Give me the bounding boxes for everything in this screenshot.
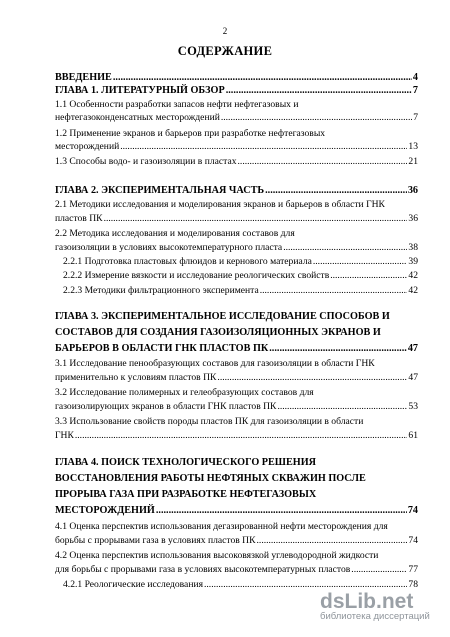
toc-entry-page: 39: [408, 256, 418, 267]
toc-entry-text: месторождений: [55, 141, 120, 152]
toc-entry-introduction[interactable]: [55, 70, 418, 84]
toc-entry-text: ПРОРЫВА ГАЗА ПРИ РАЗРАБОТКЕ НЕФТЕГАЗОВЫХ: [55, 489, 317, 500]
toc-leader: [120, 141, 407, 153]
toc-entry-text: газоизолирующих экранов в области ГНК пластов ПК: [55, 401, 277, 412]
toc-entry-text: 4.2 Оценка перспектив использования высоковязкой углеводородной жидкости: [55, 550, 379, 561]
toc-entry-page: 47: [408, 372, 418, 383]
toc-entry-1-1[interactable]: [55, 97, 418, 111]
toc-entry-text: 3.2 Исследование полимерных и гелеобразующих составов для: [55, 387, 314, 398]
toc-entry-chapter-4-cont-1[interactable]: [55, 471, 418, 485]
toc-entry-chapter-1[interactable]: [55, 83, 418, 97]
toc-entry-page: 74: [408, 535, 418, 546]
toc-leader: [330, 270, 407, 282]
toc-entry-text: ВОССТАНОВЛЕНИЯ РАБОТЫ НЕФТЯНЫХ СКВАЖИН ПОСЛЕ: [55, 473, 366, 484]
toc-entry-2-2-3[interactable]: [63, 283, 418, 297]
toc-entry-3-2[interactable]: [55, 385, 418, 399]
toc-entry-page: 42: [408, 270, 418, 281]
toc-entry-text: нефтегазоконденсатных месторождений: [55, 112, 220, 123]
toc-entry-page: 77: [408, 564, 418, 575]
toc-leader: [75, 430, 408, 442]
toc-leader: [283, 242, 407, 254]
toc-leader: [221, 112, 412, 124]
toc-entry-page: 36: [408, 213, 418, 224]
toc-entry-1-2-cont[interactable]: [55, 139, 418, 153]
toc-entry-page: 36: [407, 185, 418, 196]
toc-leader: [217, 372, 407, 384]
toc-leader: [226, 85, 412, 97]
toc-entry-page: 42: [408, 285, 418, 296]
toc-entry-text: ГЛАВА 3. ЭКСПЕРИМЕНТАЛЬНОЕ ИССЛЕДОВАНИЕ СПОСОБОВ И: [55, 311, 390, 322]
toc-entry-chapter-4-cont-2[interactable]: [55, 487, 418, 501]
toc-entry-2-2-cont[interactable]: [55, 240, 418, 254]
toc-entry-chapter-4-cont-3[interactable]: [55, 503, 418, 517]
toc-entry-chapter-2[interactable]: [55, 183, 418, 197]
toc-entry-text: для борьбы с прорывами газа в условиях высокотемпературных пластов: [55, 564, 351, 575]
toc-entry-page: 53: [408, 401, 418, 412]
toc-entry-page: 4: [412, 72, 418, 83]
toc-entry-text: 3.3 Использование свойств породы пластов ПК для газоизоляции в области: [55, 416, 364, 427]
toc-entry-page: 21: [408, 156, 418, 167]
toc-entry-page: 47: [407, 343, 418, 354]
toc-entry-text: 1.1 Особенности разработки запасов нефти нефтегазовых и: [55, 99, 299, 110]
toc-entry-page: 38: [408, 242, 418, 253]
dslib-watermark[interactable]: [320, 590, 450, 622]
toc-entry-page: 61: [408, 430, 418, 441]
toc-entry-1-2[interactable]: [55, 126, 418, 140]
toc-entry-text: ГЛАВА 2. ЭКСПЕРИМЕНТАЛЬНАЯ ЧАСТЬ: [55, 185, 265, 196]
toc-entry-page: 74: [407, 505, 418, 516]
toc-entry-text: 2.2.3 Методики фильтрационного эксперимента: [63, 285, 259, 296]
toc-entry-3-2-cont[interactable]: [55, 399, 418, 413]
toc-entry-text: 4.1 Оценка перспектив использования дегазированной нефти месторождения для: [55, 521, 388, 532]
toc-entry-4-2-1[interactable]: [63, 577, 418, 591]
toc-leader: [257, 535, 408, 547]
toc-entry-text: МЕСТОРОЖДЕНИЙ: [55, 505, 155, 516]
toc-entry-3-1-cont[interactable]: [55, 370, 418, 384]
toc-entry-3-3-cont[interactable]: [55, 428, 418, 442]
toc-entry-text: 3.1 Исследование пенообразующих составов для газоизоляции в области ГНК: [55, 358, 375, 369]
toc-entry-3-1[interactable]: [55, 356, 418, 370]
toc-entry-2-2-1[interactable]: [63, 254, 418, 268]
toc-leader: [156, 505, 407, 517]
toc-entry-2-2[interactable]: [55, 226, 418, 240]
toc-entry-chapter-4[interactable]: [55, 455, 418, 469]
toc-entry-1-1-cont[interactable]: [55, 110, 418, 124]
toc-entry-page: 13: [408, 141, 418, 152]
page-title: СОДЕРЖАНИЕ: [177, 44, 273, 58]
toc-leader: [104, 213, 408, 225]
toc-entry-text: БАРЬЕРОВ В ОБЛАСТИ ГНК ПЛАСТОВ ПК: [55, 343, 269, 354]
toc-entry-text: применительно к условиям пластов ПК: [55, 372, 217, 383]
toc-entry-text: СОСТАВОВ ДЛЯ СОЗДАНИЯ ГАЗОИЗОЛЯЦИОННЫХ ЭКРАНОВ И: [55, 327, 381, 338]
toc-entry-3-3[interactable]: [55, 414, 418, 428]
toc-entry-page: 78: [408, 579, 418, 590]
dslib-logo: dsLib.net: [320, 590, 414, 613]
toc-entry-text: 2.2.1 Подготовка пластовых флюидов и кернового материала: [63, 256, 312, 267]
toc-entry-text: ГЛАВА 1. ЛИТЕРАТУРНЫЙ ОБЗОР: [55, 85, 225, 96]
toc-entry-4-1-cont[interactable]: [55, 533, 418, 547]
toc-entry-text: пластов ПК: [55, 213, 103, 224]
toc-leader: [269, 343, 407, 355]
toc-entry-4-1[interactable]: [55, 519, 418, 533]
page-number: 2: [222, 26, 228, 36]
toc-entry-text: ГНК: [55, 430, 74, 441]
toc-entry-2-2-2[interactable]: [63, 268, 418, 282]
toc-entry-page: 7: [413, 112, 418, 123]
toc-entry-text: 2.2 Методика исследования и моделирования составов для: [55, 228, 295, 239]
toc-entry-text: ГЛАВА 4. ПОИСК ТЕХНОЛОГИЧЕСКОГО РЕШЕНИЯ: [55, 457, 316, 468]
toc-entry-chapter-3-cont-1[interactable]: [55, 325, 418, 339]
toc-entry-chapter-3[interactable]: [55, 309, 418, 323]
toc-entry-text: 2.1 Методики исследования и моделирования экранов и барьеров в области ГНК: [55, 199, 385, 210]
toc-entry-text: 1.3 Способы водо- и газоизоляции в пластах: [55, 156, 237, 167]
toc-entry-2-1[interactable]: [55, 197, 418, 211]
toc-leader: [351, 564, 407, 576]
toc-entry-2-1-cont[interactable]: [55, 211, 418, 225]
toc-leader: [238, 156, 408, 168]
toc-entry-text: борьбы с прорывами газа в условиях пластов ПК: [55, 535, 256, 546]
toc-leader: [265, 185, 407, 197]
toc-entry-text: 4.2.1 Реологические исследования: [63, 579, 203, 590]
toc-entry-4-2-cont[interactable]: [55, 562, 418, 576]
dslib-tagline: библиотека диссертаций: [320, 611, 430, 622]
toc-entry-1-3[interactable]: [55, 154, 418, 168]
toc-entry-text: ВВЕДЕНИЕ: [55, 72, 112, 83]
toc-entry-4-2[interactable]: [55, 548, 418, 562]
toc-entry-text: 2.2.2 Измерение вязкости и исследование реологических свойств: [63, 270, 330, 281]
toc-entry-text: 1.2 Применение экранов и барьеров при разработке нефтегазовых: [55, 128, 326, 139]
toc-entry-chapter-3-cont-2[interactable]: [55, 341, 418, 355]
toc-leader: [277, 401, 407, 413]
toc-entry-text: газоизоляции в условиях высокотемпературного пласта: [55, 242, 283, 253]
toc-leader: [313, 256, 408, 268]
toc-entry-page: 7: [412, 85, 418, 96]
toc-leader: [260, 285, 408, 297]
